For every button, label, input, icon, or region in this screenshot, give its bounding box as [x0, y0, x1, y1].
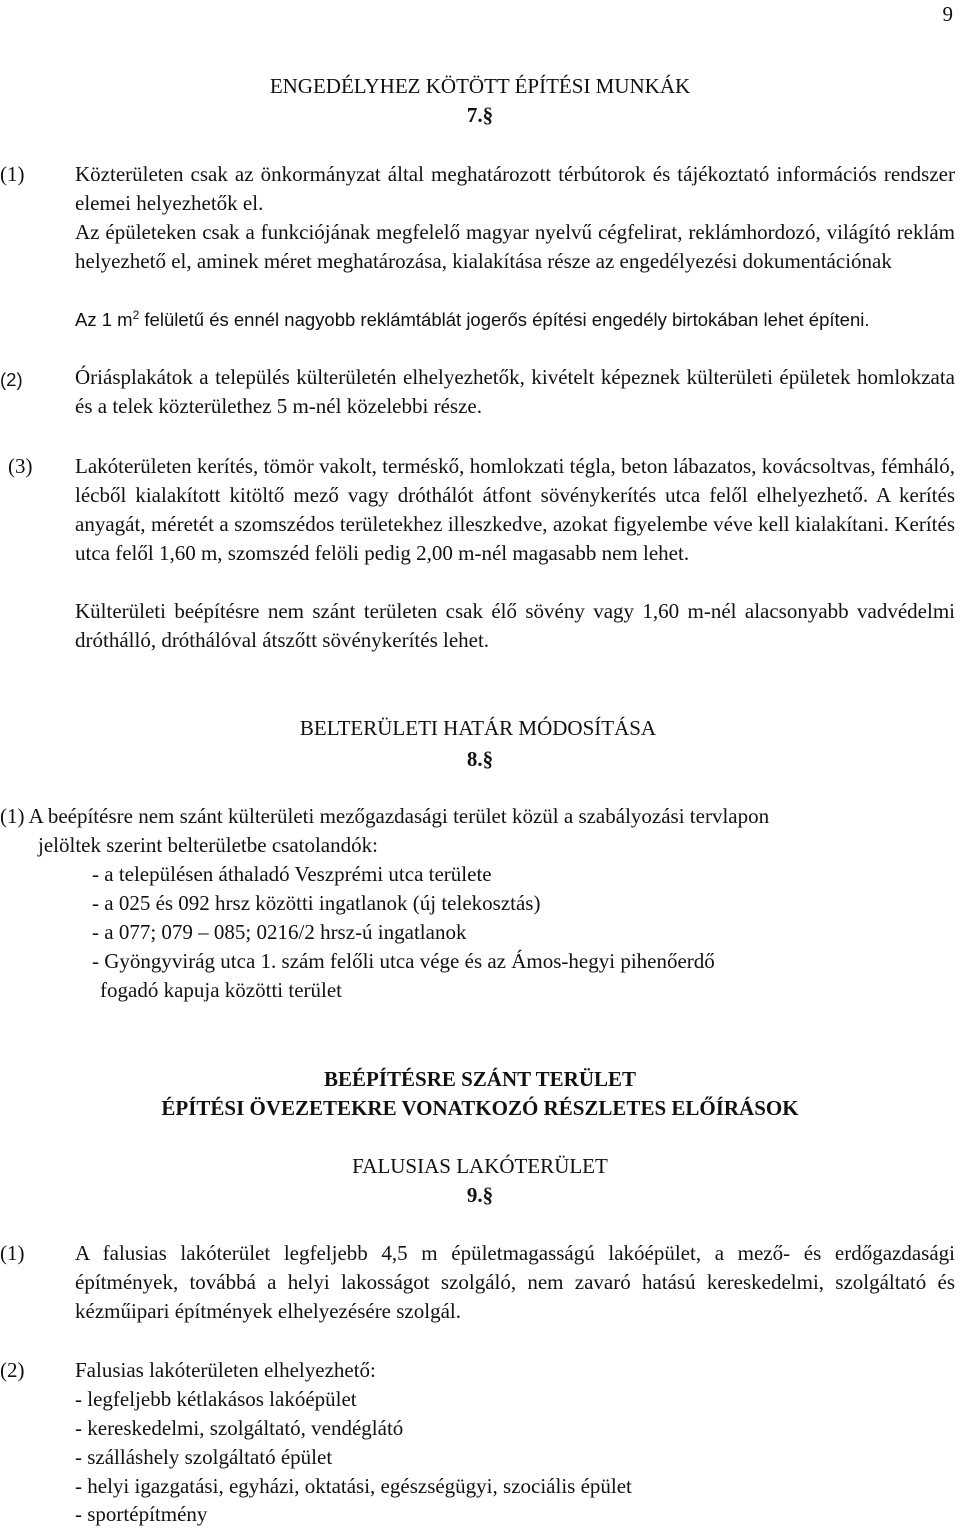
- s9-p2-number: (2): [0, 1358, 25, 1382]
- s9-p2-item-2: - kereskedelmi, szolgáltató, vendéglátó: [75, 1416, 404, 1440]
- s7-p1c-text: [75, 305, 955, 334]
- section-8-title: BELTERÜLETI HATÁR MÓDOSÍTÁSA: [299, 716, 657, 740]
- s7-p1b-text: Az épületeken csak a funkciójának megfelelő magyar nyelvű cégfelirat, reklámhordozó, világító reklám helyezhető el, aminek méret meghatározása, kialakítása része az engedélyezési dokumentációnak: [75, 220, 955, 273]
- s7-p1c-post: felületű és ennél nagyobb reklámtáblát jogerős építési engedély birtokában lehet építeni.: [139, 309, 870, 330]
- s7-p1-text: Közterületen csak az önkormányzat által meghatározott térbútorok és tájékoztató információs rendszer elemei helyezhetők el.: [75, 162, 955, 215]
- s9-p2-item-1: - legfeljebb kétlakásos lakóépület: [75, 1387, 357, 1411]
- s7-p2-text: Óriásplakátok a település külterületén elhelyezhetők, kivételt képeznek külterületi épületek homlokzata és a telek közterülethez 5 m-nél közelebbi része.: [75, 365, 955, 418]
- s7-p3-text: Lakóterületen kerítés, tömör vakolt, terméskő, homlokzati tégla, beton lábazatos, kovácsoltvas, fémháló, lécből kialakított kitöltő mező vagy dróthálót átfont sövénykerítés utca felől elhelyezhető. A kerítés anyagát, méretét a szomszédos területekhez illeszkedve, azokat figyelembe véve kell kialakítani. Kerítés utca felől 1,60 m, szomszéd felöli pedig 2,00 m-nél magasabb nem lehet.: [75, 454, 955, 565]
- section-9-number: 9.§: [466, 1183, 494, 1207]
- section-8-number: 8.§: [466, 747, 494, 771]
- s7-p1-number: (1): [0, 162, 25, 186]
- s9-p1-text: A falusias lakóterület legfeljebb 4,5 m épületmagasságú lakóépület, a mező- és erdőgazdasági építmények, továbbá a helyi lakosságot szolgáló, nem zavaró hatású kereskedelmi, szolgáltató és kézműipari építmények elhelyezésére szolgál.: [75, 1241, 955, 1323]
- s9-p2-item-4: - helyi igazgatási, egyházi, oktatási, egészségügyi, szociális épület: [75, 1474, 632, 1498]
- s8-item-4: - Gyöngyvirág utca 1. szám felőli utca vége és az Ámos-hegyi pihenőerdő: [92, 949, 715, 973]
- heading-epitesi-ovezetek: ÉPÍTÉSI ÖVEZETEKRE VONATKOZÓ RÉSZLETES ELŐÍRÁSOK: [161, 1096, 799, 1120]
- s9-p2-intro: Falusias lakóterületen elhelyezhető:: [75, 1358, 376, 1382]
- s8-item-1: - a településen áthaladó Veszprémi utca területe: [92, 862, 492, 886]
- s8-item-3: - a 077; 079 – 085; 0216/2 hrsz-ú ingatlanok: [92, 920, 467, 944]
- section-9-title: FALUSIAS LAKÓTERÜLET: [352, 1154, 608, 1178]
- s8-p1-line2: jelöltek szerint belterületbe csatolandók:: [38, 833, 378, 857]
- s7-p1c-pre: Az 1 m: [75, 309, 133, 330]
- s8-item-2: - a 025 és 092 hrsz közötti ingatlanok (új telekosztás): [92, 891, 541, 915]
- s8-item-5: fogadó kapuja közötti terület: [100, 978, 343, 1002]
- s9-p2-item-3: - szálláshely szolgáltató épület: [75, 1445, 333, 1469]
- section-7-title: ENGEDÉLYHEZ KÖTÖTT ÉPÍTÉSI MUNKÁK: [269, 74, 691, 98]
- s7-p1c-sup: 2: [132, 307, 140, 322]
- page-number: 9: [942, 2, 953, 26]
- heading-beepitesre: BEÉPÍTÉSRE SZÁNT TERÜLET: [323, 1067, 637, 1091]
- s7-p2-number: (2): [0, 369, 23, 390]
- s9-p1-number: (1): [0, 1241, 25, 1265]
- s7-p3-number: (3): [8, 454, 33, 478]
- s7-p3b-text: Külterületi beépítésre nem szánt területen csak élő sövény vagy 1,60 m-nél alacsonyabb vadvédelmi dróthálló, dróthálóval átszőtt sövénykerítés lehet.: [75, 599, 955, 652]
- s8-p1-line1: (1) A beépítésre nem szánt külterületi mezőgazdasági terület közül a szabályozási tervlapon: [0, 804, 770, 828]
- section-7-number: 7.§: [466, 103, 494, 127]
- s9-p2-item-5: - sportépítmény: [75, 1502, 208, 1526]
